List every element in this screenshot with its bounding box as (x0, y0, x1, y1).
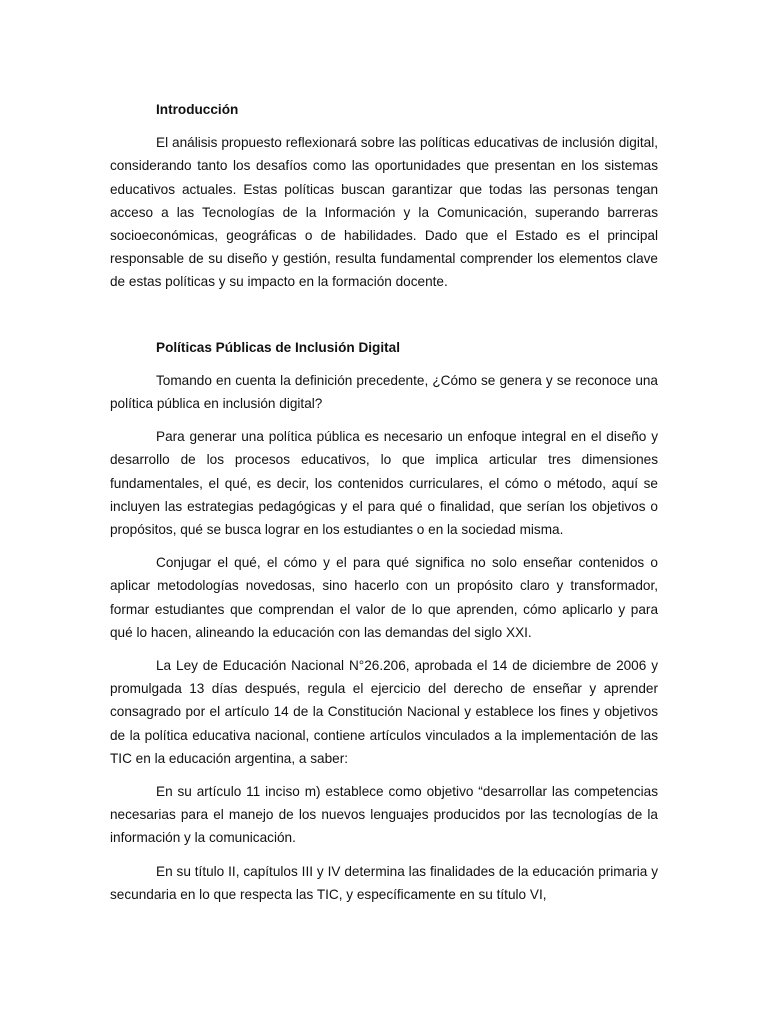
paragraph-ley: La Ley de Educación Nacional N°26.206, aprobada el 14 de diciembre de 2006 y promulgada 13 días después, regula el ejercicio del derecho de enseñar y aprender consagrado por el artículo 14 de la Constitución Nacional y establece los fines y objetivos de la política educativa nacional, contiene artículos vinculados a la implementación de las TIC en la educación argentina, a saber: (110, 658, 658, 766)
document-page (110, 98, 658, 906)
paragraph-titulo-ii: En su título II, capítulos III y IV determina las finalidades de la educación primaria y secundaria en lo que respecta las TIC, y específicamente en su título VI, (110, 863, 658, 902)
paragraph-conjugar: Conjugar el qué, el cómo y el para qué significa no solo enseñar contenidos o aplicar metodologías novedosas, sino hacerlo con un propósito claro y transformador, formar estudiantes que comprendan el valor de lo que aprenden, cómo aplicarlo y para qué lo hacen, alineando la educación con las demandas del siglo XXI. (110, 555, 658, 640)
paragraph-intro: El análisis propuesto reflexionará sobre las políticas educativas de inclusión digital, considerando tanto los desafíos como las oportunidades que presentan en los sistemas educativos actuales. Estas políticas buscan garantizar que todas las personas tengan acceso a las Tecnologías de la Información y la Comunicación, superando barreras socioeconómicas, geográficas o de habilidades. Dado que el Estado es el principal responsable de su diseño y gestión, resulta fundamental comprender los elementos clave de estas políticas y su impacto en la formación docente. (110, 135, 658, 290)
paragraph-dimensions: Para generar una política pública es necesario un enfoque integral en el diseño y desarrollo de los procesos educativos, lo que implica articular tres dimensiones fundamentales, el qué, es decir, los contenidos curriculares, el cómo o método, aquí se incluyen las estrategias pedagógicas y el para qué o finalidad, que serían los objetivos o propósitos, qué se busca lograr en los estudiantes o en la sociedad misma. (110, 429, 658, 538)
section-heading-politicas: Políticas Públicas de Inclusión Digital (156, 339, 400, 355)
paragraph-question: Tomando en cuenta la definición precedente, ¿Cómo se genera y se reconoce una política pública en inclusión digital? (110, 372, 658, 412)
section-heading-introduccion: Introducción (156, 102, 239, 117)
paragraph-articulo-11: En su artículo 11 inciso m) establece como objetivo “desarrollar las competencias necesarias para el manejo de los nuevos lenguajes producidos por las tecnologías de la información y la comunicación. (110, 784, 658, 846)
